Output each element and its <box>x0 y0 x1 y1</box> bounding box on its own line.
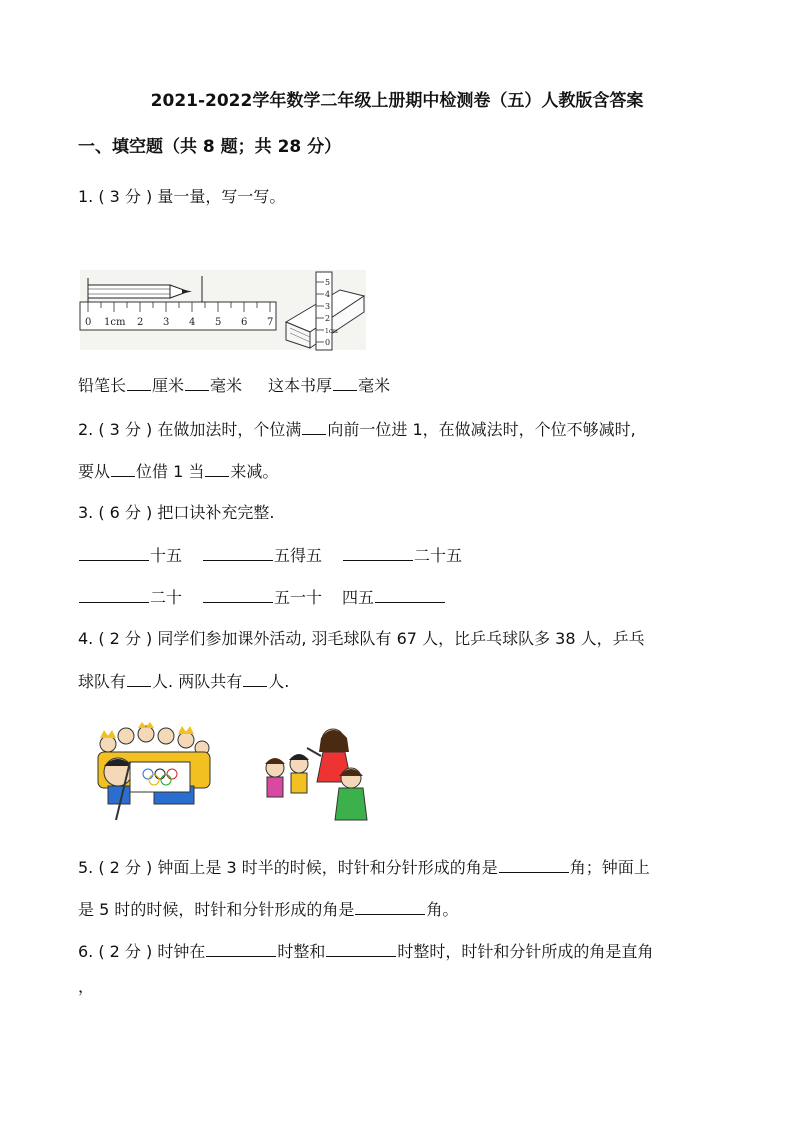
ruler-tick-label: 6 <box>241 317 248 328</box>
text-fragment: 位借 1 当 <box>136 462 205 481</box>
vertical-ruler-tick-label: 0 <box>325 338 331 347</box>
vertical-ruler-tick-label: 4 <box>325 290 331 299</box>
children-group-icon <box>98 722 210 820</box>
text-fragment: 四五 <box>342 588 375 607</box>
q1-answer-line <box>78 374 390 397</box>
pencil-icon <box>88 285 192 298</box>
text-fragment: 角。 <box>426 900 459 919</box>
text-fragment: 6. ( 2 分 ) 时钟在 <box>78 942 206 961</box>
q2-line-1 <box>78 418 636 441</box>
text-fragment: 铅笔长 <box>78 376 127 395</box>
q3-stem: 3. ( 6 分 ) 把口诀补充完整. <box>78 503 275 522</box>
answer-blank[interactable] <box>343 544 413 561</box>
ruler-tick-label: 2 <box>137 317 144 328</box>
page-title: 2021-2022学年数学二年级上册期中检测卷（五）人教版含答案 <box>150 91 644 111</box>
q6-line-2: ， <box>78 977 95 996</box>
table-tennis-team-illustration <box>255 722 370 822</box>
answer-blank[interactable] <box>243 670 267 687</box>
vertical-ruler-tick-label: 1cm <box>325 328 338 335</box>
q4-line-2 <box>78 670 289 693</box>
text-fragment: 向前一位进 1，在做减法时，个位不够减时, <box>327 420 636 439</box>
vertical-ruler-tick-label: 5 <box>325 278 331 287</box>
q5-line-2 <box>78 898 458 921</box>
answer-blank[interactable] <box>127 670 151 687</box>
answer-blank[interactable] <box>203 586 273 603</box>
answer-blank[interactable] <box>111 460 135 477</box>
text-fragment: 要从 <box>78 462 111 481</box>
text-fragment: 2. ( 3 分 ) 在做加法时，个位满 <box>78 420 302 439</box>
text-fragment: 5. ( 2 分 ) 钟面上是 3 时半的时候，时针和分针形成的角是 <box>78 858 498 877</box>
ruler-tick-label: 0 <box>85 317 92 328</box>
answer-blank[interactable] <box>326 940 396 957</box>
q4-line-1: 4. ( 2 分 ) 同学们参加课外活动, 羽毛球队有 67 人，比乒乓球队多 38 人，乒乓 <box>78 629 645 648</box>
text-fragment: 来减。 <box>230 462 279 481</box>
answer-blank[interactable] <box>79 544 149 561</box>
answer-blank[interactable] <box>205 460 229 477</box>
badminton-team-illustration <box>94 722 214 822</box>
q5-line-1 <box>78 856 650 879</box>
q1-stem: 1. ( 3 分 ) 量一量，写一写。 <box>78 187 286 206</box>
text-fragment: 十五 <box>150 546 183 565</box>
text-fragment: 人. <box>268 672 290 691</box>
text-fragment: 五得五 <box>274 546 323 565</box>
text-fragment: 角；钟面上 <box>569 858 650 877</box>
q3-row-2 <box>78 586 446 609</box>
ruler-tick-label: 5 <box>215 317 222 328</box>
text-fragment: 二十五 <box>414 546 463 565</box>
text-fragment: 是 5 时的时候，时针和分针形成的角是 <box>78 900 355 919</box>
q3-row-1 <box>78 544 462 567</box>
text-fragment: 时整时，时针和分针所成的角是直角 <box>397 942 654 961</box>
text-fragment: 人. 两队共有 <box>152 672 243 691</box>
answer-blank[interactable] <box>375 586 445 603</box>
answer-blank[interactable] <box>185 374 209 391</box>
answer-blank[interactable] <box>302 418 326 435</box>
answer-blank[interactable] <box>79 586 149 603</box>
ruler-tick-label: 3 <box>163 317 170 328</box>
ruler-tick-label: 7 <box>267 317 274 328</box>
text-fragment: 毫米 <box>358 376 391 395</box>
answer-blank[interactable] <box>203 544 273 561</box>
section-heading: 一、填空题（共 8 题；共 28 分） <box>78 137 342 157</box>
answer-blank[interactable] <box>333 374 357 391</box>
ruler-pencil-figure <box>78 262 368 352</box>
text-fragment: 这本书厚 <box>268 376 333 395</box>
vertical-ruler-tick-label: 2 <box>325 314 331 323</box>
answer-blank[interactable] <box>206 940 276 957</box>
q6-line-1 <box>78 940 653 963</box>
ruler-tick-label: 1cm <box>104 317 126 328</box>
answer-blank[interactable] <box>355 898 425 915</box>
text-fragment: 毫米 <box>210 376 243 395</box>
text-fragment: 时整和 <box>277 942 326 961</box>
answer-blank[interactable] <box>127 374 151 391</box>
q2-line-2 <box>78 460 278 483</box>
text-fragment: 五一十 <box>274 588 323 607</box>
text-fragment: 厘米 <box>152 376 185 395</box>
answer-blank[interactable] <box>499 856 569 873</box>
text-fragment: 二十 <box>150 588 183 607</box>
vertical-ruler-tick-label: 3 <box>325 302 331 311</box>
ruler-tick-label: 4 <box>189 317 196 328</box>
children-group-icon <box>265 729 367 820</box>
text-fragment: 球队有 <box>78 672 127 691</box>
